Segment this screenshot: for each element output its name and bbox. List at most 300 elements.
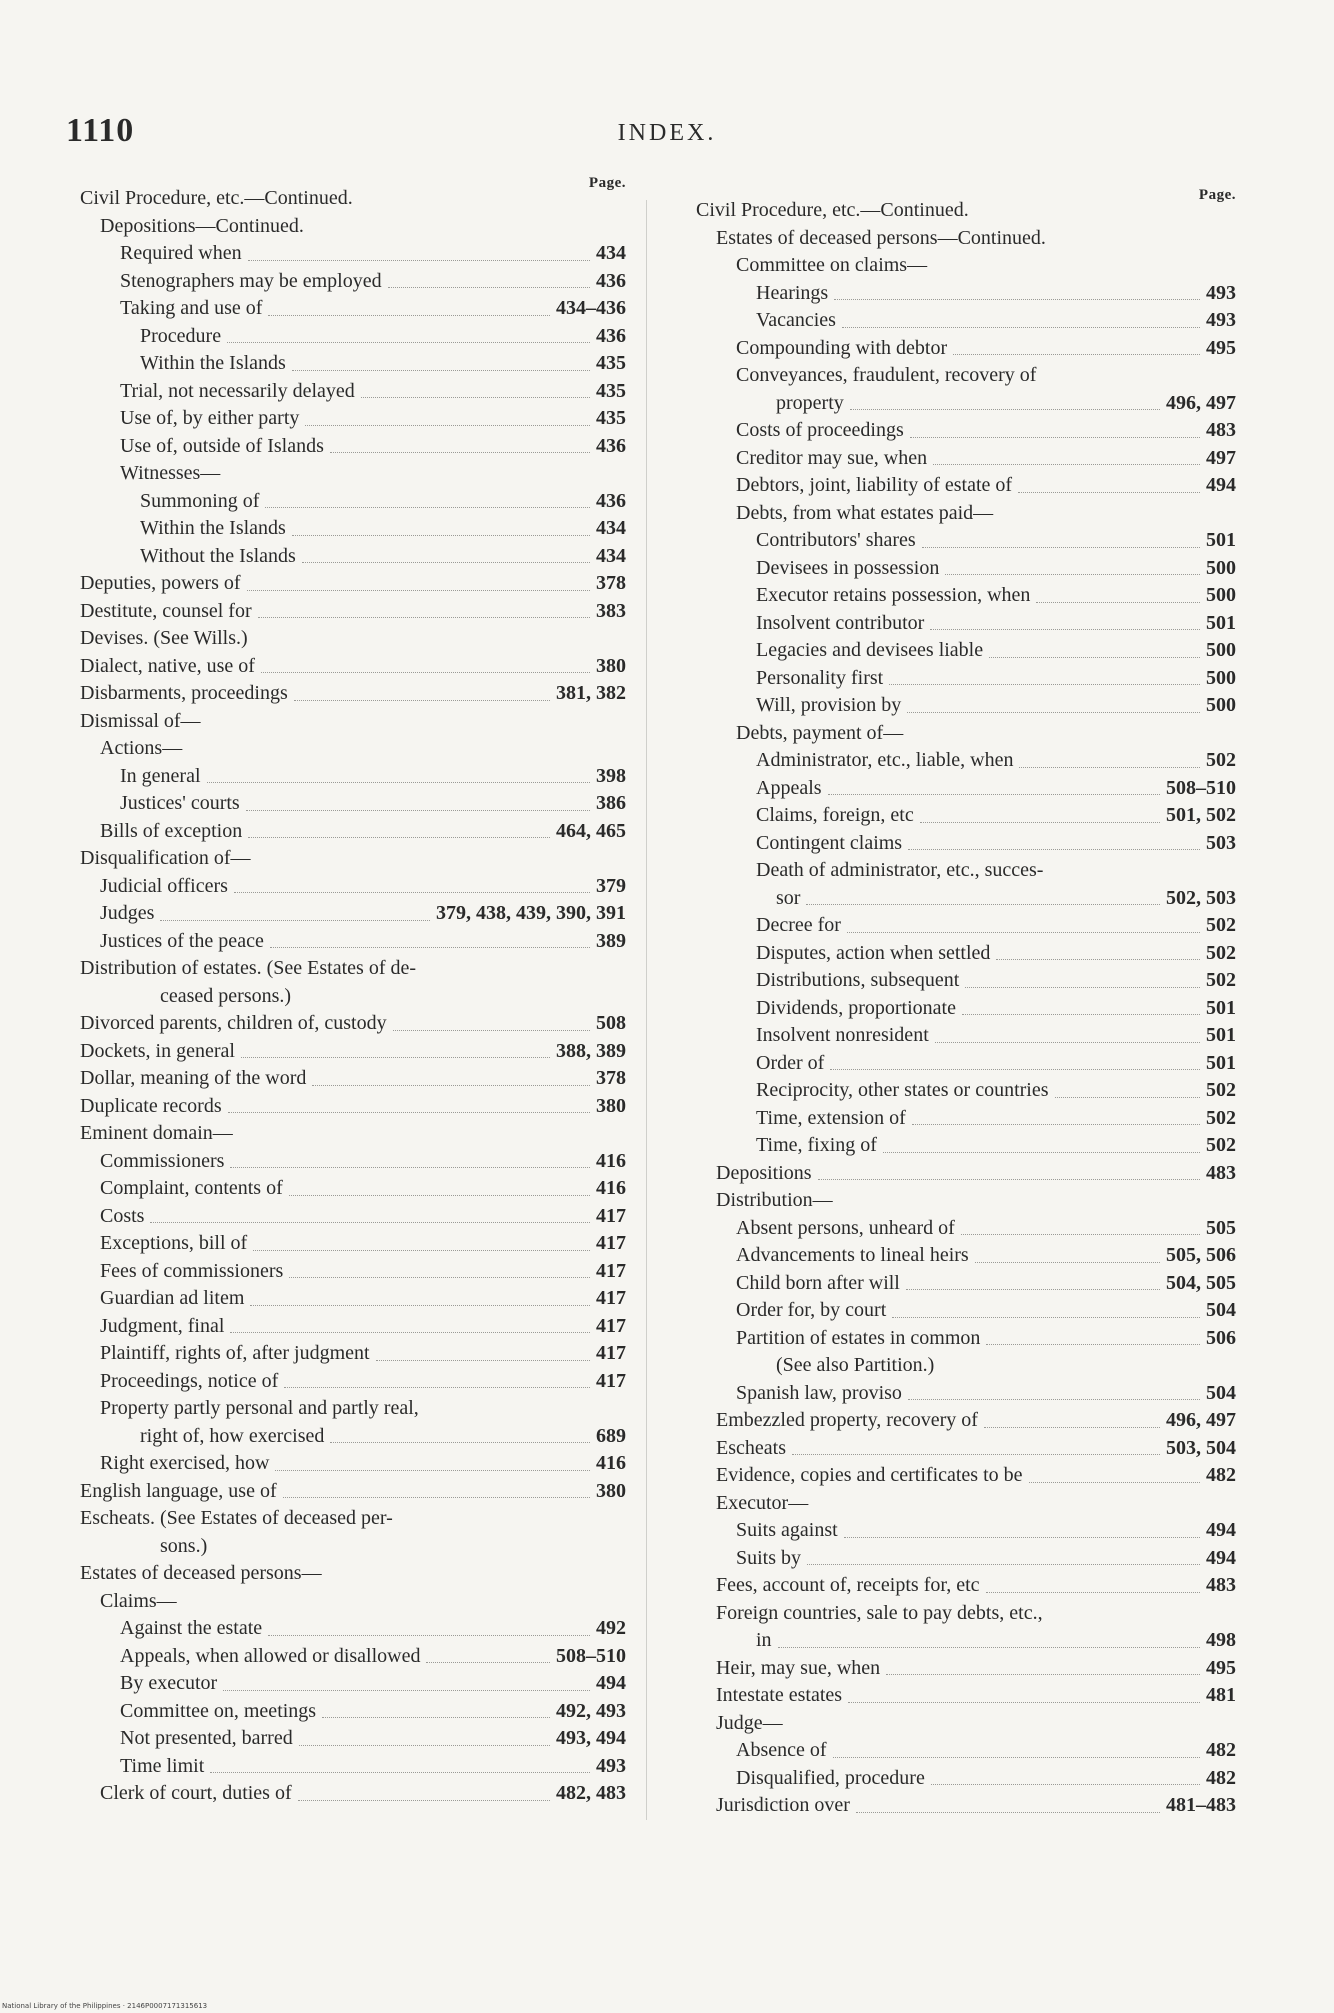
index-entry-pages: 504 [1206, 1299, 1236, 1321]
index-entry-pages: 379, 438, 439, 390, 391 [436, 902, 626, 924]
index-entry-label: in [756, 1629, 772, 1651]
index-entry-pages: 483 [1206, 1574, 1236, 1596]
index-entry [696, 1627, 1236, 1655]
index-entry-pages: 494 [596, 1672, 626, 1694]
index-entry-label: Property partly personal and partly real, [100, 1397, 419, 1419]
index-entry [80, 873, 626, 901]
index-entry [696, 1517, 1236, 1545]
index-entry-label: Clerk of court, duties of [100, 1782, 292, 1804]
index-entry [80, 1615, 626, 1643]
dot-leader [1018, 492, 1200, 493]
index-entry-label: Depositions—Continued. [100, 214, 304, 237]
index-entry-pages: 501 [1206, 1051, 1236, 1074]
index-entry [80, 515, 626, 543]
index-entry [80, 1395, 626, 1423]
dot-leader [912, 1124, 1200, 1125]
index-entry-pages: 383 [596, 599, 626, 622]
dot-leader [302, 562, 590, 563]
column-divider [646, 200, 647, 1820]
index-entry-label: Executor— [716, 1491, 809, 1514]
index-entry-label: Justices of the peace [100, 929, 264, 952]
index-entry-pages: 398 [596, 764, 626, 787]
dot-leader [842, 327, 1200, 328]
index-entry-pages: 434 [596, 242, 626, 264]
index-entry-pages: 502 [1206, 1079, 1236, 1101]
dot-leader [289, 1277, 590, 1278]
index-entry [80, 1670, 626, 1698]
dot-leader [298, 1800, 550, 1801]
index-entry-pages: 496, 497 [1166, 391, 1236, 414]
index-entry-pages: 493, 494 [556, 1727, 626, 1749]
index-entry [80, 543, 626, 571]
index-entry-pages: 482, 483 [556, 1782, 626, 1804]
index-entry-label: Death of administrator, etc., succes- [756, 859, 1044, 881]
index-entry [696, 1270, 1236, 1298]
dot-leader [247, 590, 590, 591]
index-entry [696, 610, 1236, 638]
index-entry-pages: 481–483 [1166, 1794, 1236, 1816]
index-entry [696, 1187, 1236, 1215]
dot-leader [250, 1305, 590, 1306]
index-entry-pages: 378 [596, 572, 626, 594]
index-entry-label: Eminent domain— [80, 1122, 233, 1144]
index-entry [80, 185, 626, 213]
dot-leader [223, 1690, 590, 1691]
index-entry-pages: 435 [596, 352, 626, 374]
index-entry [696, 555, 1236, 583]
index-entry-pages: 501 [1206, 611, 1236, 634]
index-entry-label: Divorced parents, children of, custody [80, 1012, 387, 1034]
index-entry [696, 500, 1236, 528]
index-entry [696, 940, 1236, 968]
dot-leader [426, 1662, 550, 1663]
index-entry-pages: 494 [1206, 1519, 1236, 1541]
index-entry-label: Devisees in possession [756, 556, 940, 579]
index-entry [80, 1780, 626, 1808]
index-entry-label: Evidence, copies and certificates to be [716, 1464, 1023, 1486]
index-entry-pages: 434 [596, 544, 626, 567]
index-entry-label: Time, extension of [756, 1106, 906, 1129]
index-entry-label: Distribution— [716, 1189, 833, 1211]
dot-leader [833, 1757, 1200, 1758]
index-entry [80, 1285, 626, 1313]
index-entry [80, 1093, 626, 1121]
index-entry-pages: 436 [596, 489, 626, 512]
index-entry-label: Duplicate records [80, 1094, 222, 1117]
index-entry-pages: 417 [596, 1342, 626, 1364]
index-entry [80, 928, 626, 956]
index-entry-label: By executor [120, 1672, 218, 1694]
index-entry [696, 912, 1236, 940]
index-entry [696, 1050, 1236, 1078]
index-entry-pages: 500 [1206, 639, 1236, 661]
index-entry-label: Compounding with debtor [736, 336, 948, 359]
index-entry [80, 1753, 626, 1781]
index-entry [696, 1380, 1236, 1408]
index-entry [696, 665, 1236, 693]
index-entry [80, 900, 626, 928]
index-entry [80, 1588, 626, 1616]
index-entry-label: Dockets, in general [80, 1039, 235, 1062]
dot-leader [986, 1344, 1200, 1345]
index-entry-pages: 492, 493 [556, 1699, 626, 1722]
index-entry-label: right of, how exercised [140, 1424, 325, 1447]
dot-leader [268, 1635, 590, 1636]
index-column-left [80, 175, 626, 1808]
index-entry [696, 857, 1236, 885]
index-entry-label: Within the Islands [140, 517, 286, 539]
dot-leader [830, 1069, 1200, 1070]
index-entry [80, 1065, 626, 1093]
index-entry [696, 445, 1236, 473]
index-entry-label: Costs [100, 1204, 145, 1227]
index-entry-label: Distributions, subsequent [756, 969, 960, 991]
index-entry [696, 472, 1236, 500]
index-entry [80, 1148, 626, 1176]
index-entry-pages: 482 [1206, 1766, 1236, 1789]
index-entry [696, 1297, 1236, 1325]
index-entry-pages: 508–510 [1166, 776, 1236, 799]
index-entry-pages: 505 [1206, 1216, 1236, 1239]
dot-leader [930, 629, 1200, 630]
dot-leader [330, 1442, 590, 1443]
index-entry [80, 268, 626, 296]
index-entry-pages: 502 [1206, 941, 1236, 964]
index-entry-label: Partition of estates in common [736, 1326, 981, 1349]
index-rows-right [696, 197, 1236, 1820]
dot-leader [933, 464, 1200, 465]
index-entry-pages: 500 [1206, 584, 1236, 606]
index-entry-label: Dismissal of— [80, 709, 201, 732]
index-entry-label: Right exercised, how [100, 1452, 270, 1474]
index-entry [80, 1010, 626, 1038]
index-entry-pages: 417 [596, 1204, 626, 1227]
index-entry [80, 1560, 626, 1588]
index-entry [696, 1435, 1236, 1463]
dot-leader [962, 1014, 1200, 1015]
index-entry [696, 362, 1236, 390]
index-entry-pages: 436 [596, 269, 626, 292]
dot-leader [975, 1262, 1160, 1263]
index-entry-label: Commissioners [100, 1149, 225, 1172]
dot-leader [228, 1112, 590, 1113]
dot-leader [292, 535, 590, 536]
index-entry-label: Distribution of estates. (See Estates of de- [80, 957, 417, 979]
index-entry-label: Reciprocity, other states or countries [756, 1079, 1049, 1101]
index-entry-label: Costs of proceedings [736, 419, 904, 441]
index-entry-label: Escheats. (See Estates of deceased per- [80, 1507, 393, 1529]
dot-leader [834, 299, 1200, 300]
dot-leader [883, 1152, 1200, 1153]
index-entry [696, 1765, 1236, 1793]
dot-leader [828, 794, 1160, 795]
dot-leader [996, 959, 1200, 960]
index-entry-pages: 502 [1206, 749, 1236, 771]
index-entry [80, 350, 626, 378]
index-entry-pages: 434–436 [556, 297, 626, 319]
dot-leader [778, 1647, 1200, 1648]
index-entry [696, 747, 1236, 775]
index-entry [80, 1698, 626, 1726]
dot-leader [376, 1360, 590, 1361]
index-entry [696, 1490, 1236, 1518]
dot-leader [258, 617, 590, 618]
index-entry-pages: 417 [596, 1287, 626, 1309]
index-entry-pages: 503, 504 [1166, 1436, 1236, 1459]
index-entry-pages: 492 [596, 1617, 626, 1639]
index-entry-label: Dollar, meaning of the word [80, 1067, 307, 1089]
index-entry [80, 1505, 626, 1533]
index-entry [696, 1462, 1236, 1490]
index-entry-label: Intestate estates [716, 1684, 843, 1706]
index-entry [80, 708, 626, 736]
dot-leader [889, 684, 1200, 685]
index-entry-pages: 380 [596, 654, 626, 677]
index-entry-pages: 502, 503 [1166, 886, 1236, 909]
index-entry-label: Appeals, when allowed or disallowed [120, 1644, 421, 1667]
dot-leader [856, 1812, 1160, 1813]
dot-leader [275, 1470, 590, 1471]
index-entry [80, 570, 626, 598]
dot-leader [230, 1332, 590, 1333]
index-entry [696, 967, 1236, 995]
index-entry-label: Administrator, etc., liable, when [756, 749, 1014, 771]
dot-leader [922, 547, 1200, 548]
index-entry-pages: 436 [596, 324, 626, 347]
index-entry-label: Committee on claims— [736, 254, 928, 276]
index-entry-label: Contingent claims [756, 831, 903, 854]
dot-leader [270, 947, 590, 948]
index-entry-pages: 497 [1206, 446, 1236, 469]
index-entry-label: In general [120, 764, 201, 787]
dot-leader [1029, 1482, 1200, 1483]
index-entry [696, 582, 1236, 610]
index-entry-label: Legacies and devisees liable [756, 639, 984, 661]
index-entry-label: Foreign countries, sale to pay debts, etc., [716, 1601, 1043, 1624]
index-entry-pages: 496, 497 [1166, 1409, 1236, 1431]
index-entry-label: Conveyances, fraudulent, recovery of [736, 364, 1037, 386]
index-entry-label: Disqualification of— [80, 847, 251, 869]
index-entry [80, 1725, 626, 1753]
index-entry-label: Claims, foreign, etc [756, 804, 914, 826]
index-entry-label: Fees of commissioners [100, 1259, 284, 1282]
index-entry [696, 1132, 1236, 1160]
index-entry-pages: 464, 465 [556, 819, 626, 842]
index-entry-pages: 505, 506 [1166, 1244, 1236, 1266]
dot-leader [292, 370, 590, 371]
index-entry [696, 1105, 1236, 1133]
index-entry [80, 488, 626, 516]
dot-leader [241, 1057, 550, 1058]
index-entry-pages: 503 [1206, 831, 1236, 854]
dot-leader [253, 1250, 590, 1251]
dot-leader [322, 1717, 550, 1718]
dot-leader [294, 700, 550, 701]
index-entry-label: Order for, by court [736, 1299, 887, 1321]
index-entry-pages: 379 [596, 874, 626, 897]
dot-leader [283, 1497, 590, 1498]
dot-leader [792, 1454, 1160, 1455]
dot-leader [807, 1564, 1200, 1565]
index-entry [696, 527, 1236, 555]
index-entry-label: Required when [120, 242, 242, 264]
dot-leader [330, 452, 590, 453]
dot-leader [965, 987, 1200, 988]
index-entry [80, 405, 626, 433]
page-header [0, 112, 1334, 156]
index-entry-pages: 483 [1206, 1161, 1236, 1184]
index-entry-label: Spanish law, proviso [736, 1381, 902, 1404]
dot-leader [908, 849, 1200, 850]
index-entry-label: Judge— [716, 1711, 783, 1734]
index-entry-pages: 500 [1206, 666, 1236, 689]
index-entry [80, 735, 626, 763]
dot-leader [886, 1674, 1200, 1675]
index-entry [80, 598, 626, 626]
index-entry [696, 1737, 1236, 1765]
index-entry-label: sons.) [160, 1534, 208, 1557]
page-column-label: Page. [1198, 187, 1236, 203]
index-entry [696, 390, 1236, 418]
dot-leader [984, 1427, 1160, 1428]
index-entry-pages: 500 [1206, 556, 1236, 579]
index-entry [80, 1203, 626, 1231]
dot-leader [393, 1030, 590, 1031]
index-entry-label: Procedure [140, 324, 222, 347]
index-entry-label: ceased persons.) [160, 984, 292, 1007]
index-entry-pages: 388, 389 [556, 1039, 626, 1062]
index-entry-label: Vacancies [756, 309, 836, 331]
index-entry [696, 1215, 1236, 1243]
index-entry-label: Disputes, action when settled [756, 941, 991, 964]
dot-leader [907, 712, 1200, 713]
index-entry-pages: 381, 382 [556, 682, 626, 704]
index-entry-pages: 494 [1206, 474, 1236, 496]
index-entry-label: Order of [756, 1051, 825, 1074]
dot-leader [361, 397, 590, 398]
index-entry [80, 240, 626, 268]
index-entry-label: Hearings [756, 281, 829, 304]
dot-leader [261, 672, 590, 673]
index-entry [696, 995, 1236, 1023]
dot-leader [961, 1234, 1200, 1235]
index-entry [80, 1423, 626, 1451]
index-entry-label: Suits against [736, 1519, 838, 1541]
index-entry-label: Without the Islands [140, 544, 296, 567]
index-entry-label: Fees, account of, receipts for, etc [716, 1574, 980, 1596]
index-entry [696, 1545, 1236, 1573]
index-entry-label: Summoning of [140, 489, 260, 512]
index-entry-pages: 494 [1206, 1546, 1236, 1569]
index-entry-label: Civil Procedure, etc.—Continued. [696, 199, 969, 221]
index-entry-pages: 436 [596, 434, 626, 457]
index-entry-label: Judgment, final [100, 1314, 225, 1337]
index-entry-label: Embezzled property, recovery of [716, 1409, 978, 1431]
index-entry-label: Deputies, powers of [80, 572, 241, 594]
index-entry-pages: 481 [1206, 1684, 1236, 1706]
index-entry-pages: 482 [1206, 1739, 1236, 1761]
index-entry-label: Decree for [756, 914, 841, 936]
index-entry-label: Destitute, counsel for [80, 599, 252, 622]
index-entry-label: Child born after will [736, 1271, 900, 1294]
index-entry-label: property [776, 391, 844, 414]
index-entry-pages: 417 [596, 1314, 626, 1337]
index-entry-pages: 501 [1206, 529, 1236, 551]
index-entry-pages: 380 [596, 1094, 626, 1117]
index-entry [80, 653, 626, 681]
index-entry-pages: 495 [1206, 336, 1236, 359]
index-entry-label: (See also Partition.) [776, 1354, 935, 1376]
index-entry [696, 225, 1236, 253]
index-entry-pages: 501 [1206, 1024, 1236, 1046]
dot-leader [210, 1772, 590, 1773]
index-entry [696, 1325, 1236, 1353]
index-entry [696, 637, 1236, 665]
index-entry-label: Appeals [756, 776, 822, 799]
index-entry-label: Devises. (See Wills.) [80, 627, 248, 649]
index-entry [696, 1655, 1236, 1683]
index-entry-label: Exceptions, bill of [100, 1232, 248, 1254]
index-entry [696, 280, 1236, 308]
dot-leader [388, 287, 590, 288]
index-entry [696, 830, 1236, 858]
dot-leader [227, 342, 590, 343]
dot-leader [230, 1167, 590, 1168]
index-entry [80, 790, 626, 818]
index-entry [80, 680, 626, 708]
page-number: 1110 [66, 112, 135, 149]
index-entry [696, 1022, 1236, 1050]
dot-leader [910, 437, 1200, 438]
index-entry [80, 1450, 626, 1478]
index-entry [80, 1340, 626, 1368]
index-entry-pages: 508–510 [556, 1644, 626, 1667]
index-entry [80, 460, 626, 488]
index-entry [80, 845, 626, 873]
index-entry-label: Absence of [736, 1739, 827, 1761]
index-entry-label: Use of, outside of Islands [120, 434, 324, 457]
dot-leader [1055, 1097, 1201, 1098]
index-entry [696, 1792, 1236, 1820]
index-column-right [696, 187, 1236, 1820]
index-entry-pages: 482 [1206, 1464, 1236, 1486]
index-entry-pages: 416 [596, 1149, 626, 1172]
index-entry-label: Claims— [100, 1589, 177, 1612]
index-rows-left [80, 185, 626, 1808]
index-entry-label: Justices' courts [120, 792, 240, 814]
index-entry-label: Debts, payment of— [736, 721, 904, 744]
index-entry-label: Will, provision by [756, 694, 902, 716]
index-entry-label: Complaint, contents of [100, 1177, 283, 1199]
footer-note: National Library of the Philippines · 2146P0007171315613 [2, 2002, 208, 2010]
dot-leader [248, 837, 550, 838]
index-entry-label: Stenographers may be employed [120, 269, 382, 292]
index-entry [696, 885, 1236, 913]
index-entry [696, 1077, 1236, 1105]
index-entry-label: Bills of exception [100, 819, 243, 842]
index-entry [696, 335, 1236, 363]
index-entry [696, 252, 1236, 280]
dot-leader [848, 1702, 1200, 1703]
dot-leader [248, 260, 590, 261]
index-entry-label: Insolvent contributor [756, 611, 925, 634]
dot-leader [908, 1399, 1200, 1400]
index-entry-label: Civil Procedure, etc.—Continued. [80, 187, 353, 209]
index-entry [696, 1682, 1236, 1710]
index-entry-pages: 416 [596, 1452, 626, 1474]
index-entry-label: Executor retains possession, when [756, 584, 1031, 606]
dot-leader [850, 409, 1160, 410]
